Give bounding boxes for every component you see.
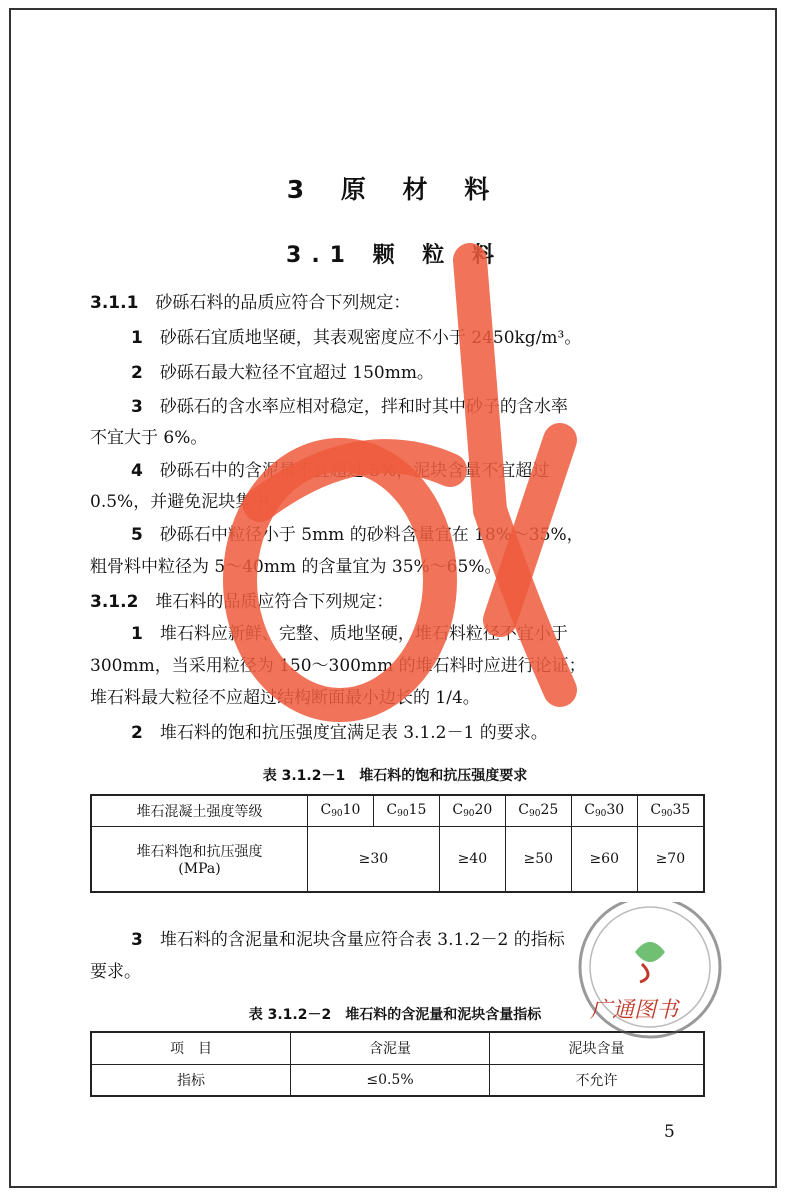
value-cell: ≥30 bbox=[308, 826, 440, 892]
grade-cell: $C_{90}25$ bbox=[505, 795, 571, 826]
table-cell: ≤0.5% bbox=[291, 1064, 490, 1096]
clause-number: 3.1.1 bbox=[90, 293, 139, 313]
item-continuation: 要求。 bbox=[90, 962, 141, 982]
item-number: 4 bbox=[131, 461, 143, 481]
page-number: 5 bbox=[664, 1122, 675, 1142]
value-cell: ≥70 bbox=[637, 826, 704, 892]
item-number: 2 bbox=[131, 363, 143, 383]
list-item bbox=[131, 326, 581, 350]
table-cell: 指标 bbox=[91, 1064, 291, 1096]
item-number: 2 bbox=[131, 723, 143, 743]
grade-cell: $C_{90}15$ bbox=[373, 795, 439, 826]
mud-content-table bbox=[90, 1031, 705, 1097]
chapter-title: 3 原 材 料 bbox=[286, 175, 504, 204]
item-continuation: 堆石料最大粒径不应超过结构断面最小边长的 1/4。 bbox=[90, 688, 480, 708]
item-number: 3 bbox=[131, 397, 143, 417]
table-cell: 不允许 bbox=[490, 1064, 705, 1096]
clause-text: 堆石料的品质应符合下列规定： bbox=[155, 592, 394, 612]
clause-3-1-2 bbox=[90, 590, 393, 614]
item-number: 1 bbox=[131, 624, 143, 644]
item-text: 砂砾石中粒径小于 5mm 的砂料含量宜在 18%～35%， bbox=[159, 525, 584, 545]
item-number: 5 bbox=[131, 525, 143, 545]
grade-cell: $C_{90}10$ bbox=[308, 795, 374, 826]
item-text: 堆石料应新鲜、完整、质地坚硬，堆石料粒径不宜小于 bbox=[159, 624, 568, 644]
strength-table bbox=[90, 794, 705, 893]
table-header-cell: 项 目 bbox=[91, 1032, 291, 1064]
item-continuation: 不宜大于 6%。 bbox=[90, 428, 208, 448]
item-continuation: 粗骨料中粒径为 5～40mm 的含量宜为 35%～65%。 bbox=[90, 557, 502, 577]
list-item bbox=[131, 622, 568, 646]
item-text: 砂砾石最大粒径不宜超过 150mm。 bbox=[159, 363, 434, 383]
value-cell: ≥40 bbox=[439, 826, 505, 892]
table-caption: 表 3.1.2－2 堆石料的含泥量和泥块含量指标 bbox=[248, 1007, 542, 1023]
item-text: 砂砾石的含水率应相对稳定，拌和时其中砂子的含水率 bbox=[159, 397, 568, 417]
value-cell: ≥60 bbox=[571, 826, 637, 892]
item-text: 堆石料的饱和抗压强度宜满足表 3.1.2－1 的要求。 bbox=[159, 723, 548, 743]
item-text: 堆石料的含泥量和泥块含量应符合表 3.1.2－2 的指标 bbox=[159, 930, 565, 950]
grade-cell: $C_{90}35$ bbox=[637, 795, 704, 826]
list-item bbox=[131, 459, 549, 483]
item-continuation: 0.5%，并避免泥块集中。 bbox=[90, 492, 287, 512]
grade-cell: $C_{90}30$ bbox=[571, 795, 637, 826]
table-header-cell: 泥块含量 bbox=[490, 1032, 705, 1064]
table-caption: 表 3.1.2－1 堆石料的饱和抗压强度要求 bbox=[262, 768, 528, 784]
clause-text: 砂砾石料的品质应符合下列规定： bbox=[155, 293, 411, 313]
item-text: 砂砾石宜质地坚硬，其表观密度应不小于 2450kg/m³。 bbox=[159, 328, 582, 348]
list-item bbox=[131, 361, 434, 385]
seal-text: 广通图书 bbox=[590, 998, 679, 1023]
table-header-cell: 含泥量 bbox=[291, 1032, 490, 1064]
item-continuation: 300mm，当采用粒径为 150～300mm 的堆石料时应进行论证； bbox=[90, 656, 586, 676]
grade-cell: $C_{90}20$ bbox=[439, 795, 505, 826]
list-item bbox=[131, 523, 584, 547]
item-text: 砂砾石中的含泥量不宜超过 5%，泥块含量不宜超过 bbox=[159, 461, 550, 481]
list-item bbox=[131, 721, 548, 745]
value-cell: ≥50 bbox=[505, 826, 571, 892]
item-number: 3 bbox=[131, 930, 143, 950]
list-item bbox=[131, 395, 568, 419]
table-row-label: 堆石料饱和抗压强度 (MPa) bbox=[91, 826, 308, 892]
clause-number: 3.1.2 bbox=[90, 592, 139, 612]
table-header-cell: 堆石混凝土强度等级 bbox=[91, 795, 308, 826]
list-item bbox=[131, 928, 565, 952]
section-title: 3.1 颗 粒 料 bbox=[286, 243, 504, 268]
item-number: 1 bbox=[131, 328, 143, 348]
clause-3-1-1 bbox=[90, 291, 410, 315]
